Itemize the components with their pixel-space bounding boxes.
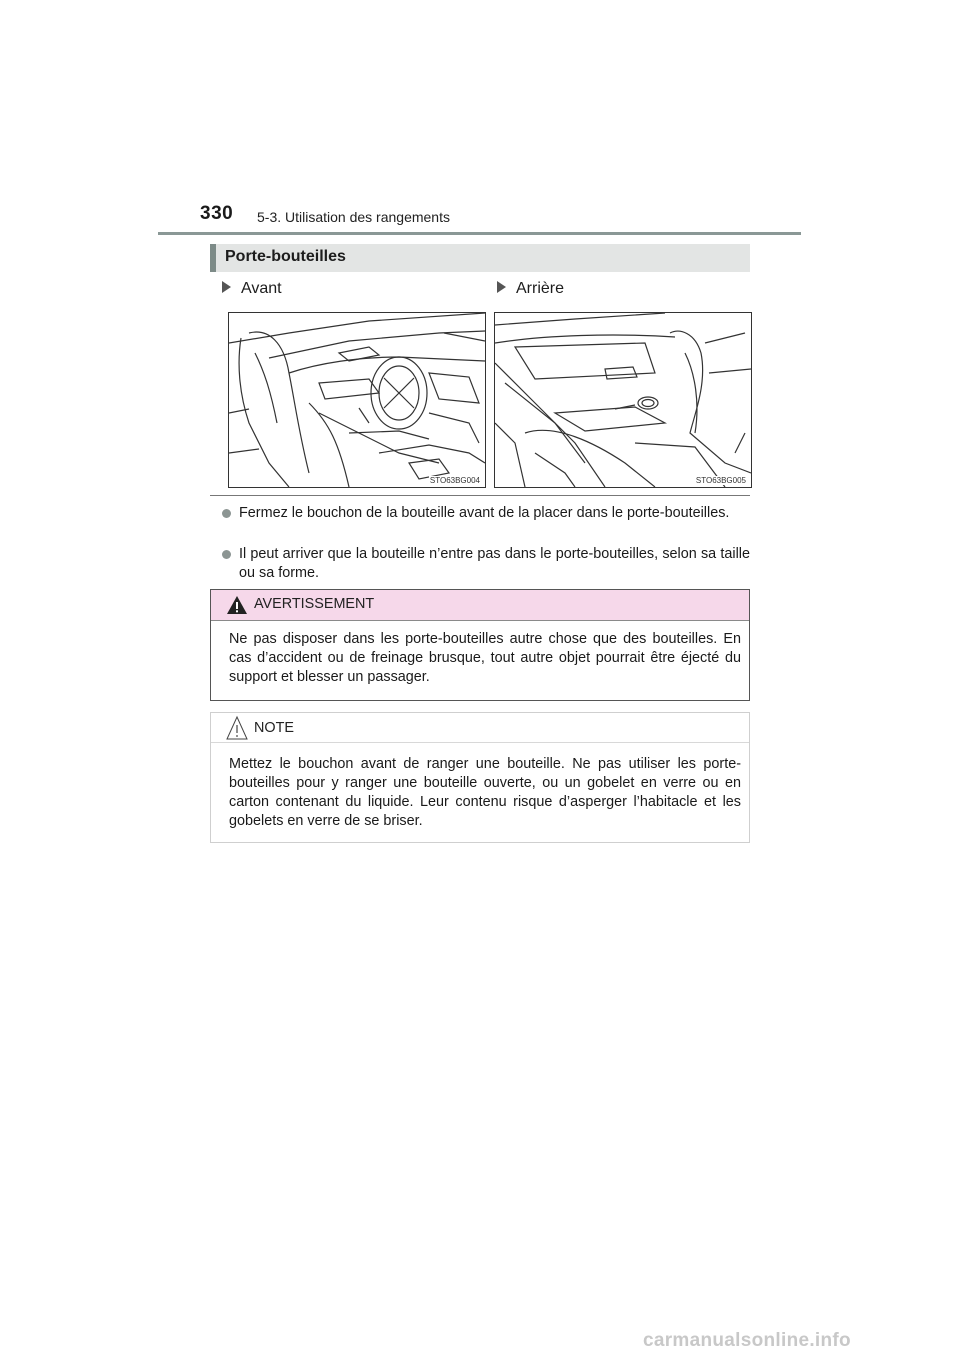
figure-caption-front-label: Avant [241, 280, 282, 297]
bullet-item [222, 504, 750, 523]
warning-text: Ne pas disposer dans les porte-bouteilles autre chose que des bouteilles. En cas d’accident ou de freinage brusque, tout autre objet pourrait être éjecté du support et blesser un passager. [229, 631, 741, 685]
note-box [210, 712, 750, 843]
front-interior-drawing [229, 313, 485, 487]
bullet-dot [222, 509, 231, 518]
bullet-item [222, 545, 750, 583]
section-title-bar [210, 244, 750, 272]
warning-box [210, 589, 750, 701]
page-number: 330 [200, 203, 234, 224]
rear-interior-drawing [495, 313, 751, 487]
watermark: carmanualsonline.info [643, 1330, 851, 1351]
chapter-header: 5-3. Utilisation des rangements [257, 209, 450, 225]
note-header [211, 713, 749, 743]
rear-cupholder-illustration [494, 312, 752, 488]
header-divider [158, 232, 801, 235]
bullet-text: Il peut arriver que la bouteille n’entre pas dans le porte-bouteilles, selon sa taille ou sa forme. [239, 546, 750, 581]
caution-outline-icon [226, 715, 248, 741]
front-cupholder-illustration [228, 312, 486, 488]
figure-caption-front [222, 280, 282, 298]
warning-triangle-icon [226, 595, 248, 615]
note-text: Mettez le bouchon avant de ranger une bouteille. Ne pas utiliser les porte-bouteilles pour y ranger une bouteille ouverte, ou un gobelet en verre ou en carton contenant du liquide. Leur contenu risque d’asperger l’habitacle et les gobelets en verre de se briser. [229, 756, 741, 829]
caret-right-icon [497, 281, 506, 293]
bullet-text: Fermez le bouchon de la bouteille avant de la placer dans le porte-bouteilles. [239, 505, 730, 521]
bullet-dot [222, 550, 231, 559]
warning-header [211, 590, 749, 621]
warning-label: AVERTISSEMENT [254, 596, 375, 612]
figure-code-rear: STO63BG005 [695, 476, 746, 485]
figure-divider [210, 495, 750, 496]
figure-caption-rear [497, 280, 564, 298]
figure-caption-rear-label: Arrière [516, 280, 565, 297]
note-label: NOTE [254, 720, 294, 736]
caret-right-icon [222, 281, 231, 293]
figure-code-front: STO63BG004 [429, 476, 480, 485]
section-title: Porte-bouteilles [225, 248, 346, 265]
